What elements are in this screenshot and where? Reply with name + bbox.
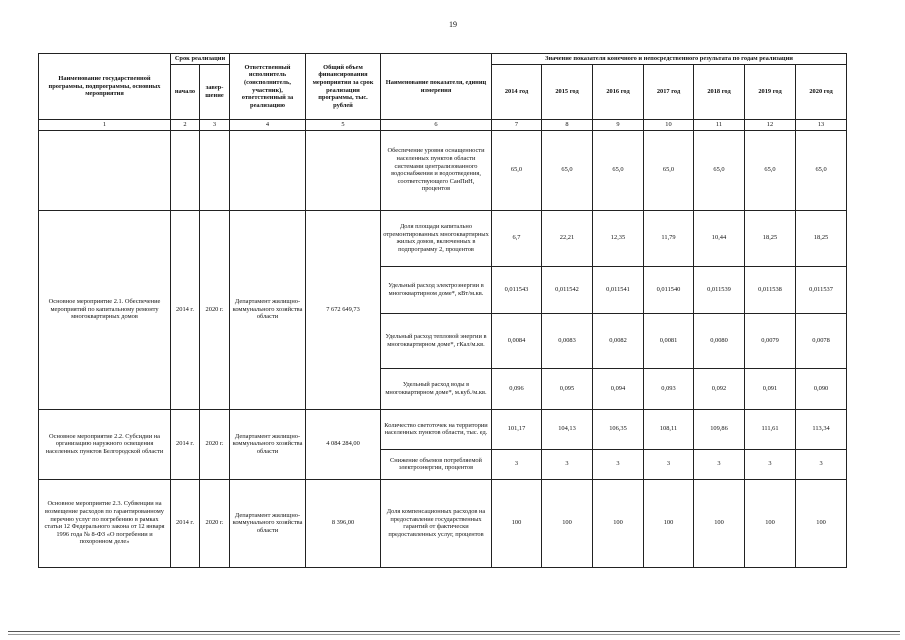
value-cell: 3 <box>796 449 847 479</box>
header-year-2014: 2014 год <box>492 65 542 120</box>
column-number: 2 <box>171 120 200 131</box>
event-end: 2020 г. <box>200 409 230 479</box>
table-row <box>39 409 847 449</box>
value-cell: 65,0 <box>796 130 847 210</box>
value-cell: 0,0080 <box>694 313 745 368</box>
indicator-name: Доля площади капитально отремонтированных многоквартирных жилых домов, включенных в подпрограмму 2, процентов <box>381 210 492 266</box>
value-cell: 11,79 <box>644 210 694 266</box>
event-start: 2014 г. <box>171 409 200 479</box>
value-cell: 0,095 <box>542 368 593 409</box>
column-number: 4 <box>230 120 306 131</box>
table-row <box>39 479 847 567</box>
value-cell: 100 <box>542 479 593 567</box>
column-number: 11 <box>694 120 745 131</box>
indicator-name: Удельный расход тепловой энергии в многоквартирном доме*, гКал/м.кв. <box>381 313 492 368</box>
value-cell: 3 <box>694 449 745 479</box>
value-cell: 0,011543 <box>492 266 542 313</box>
event-executor: Департамент жилищно-коммунального хозяйства области <box>230 210 306 409</box>
value-cell: 65,0 <box>492 130 542 210</box>
column-number: 1 <box>39 120 171 131</box>
header-values-group: Значение показателя конечного и непосредственного результата по годам реализации <box>492 54 847 65</box>
header-funding: Общий объем финансирования мероприятия за срок реализации программы, тыс. рублей <box>306 54 381 120</box>
event-executor: Департамент жилищно-коммунального хозяйства области <box>230 479 306 567</box>
column-number: 8 <box>542 120 593 131</box>
value-cell: 3 <box>542 449 593 479</box>
value-cell: 0,096 <box>492 368 542 409</box>
table-row <box>39 210 847 266</box>
header-row-top <box>39 54 847 65</box>
value-cell: 106,35 <box>593 409 644 449</box>
value-cell: 0,0084 <box>492 313 542 368</box>
header-year-2015: 2015 год <box>542 65 593 120</box>
column-number: 9 <box>593 120 644 131</box>
indicator-name: Удельный расход электроэнергии в многоквартирном доме*, кВт/м.кв. <box>381 266 492 313</box>
empty-cell <box>200 130 230 210</box>
value-cell: 0,0078 <box>796 313 847 368</box>
indicator-name: Удельный расход воды в многоквартирном доме*, м.куб./м.кв. <box>381 368 492 409</box>
value-cell: 100 <box>593 479 644 567</box>
value-cell: 3 <box>644 449 694 479</box>
page-number: 19 <box>449 20 457 29</box>
value-cell: 108,11 <box>644 409 694 449</box>
value-cell: 100 <box>796 479 847 567</box>
results-table <box>38 53 847 568</box>
value-cell: 0,011537 <box>796 266 847 313</box>
value-cell: 0,011540 <box>644 266 694 313</box>
value-cell: 3 <box>593 449 644 479</box>
empty-cell <box>171 130 200 210</box>
empty-cell <box>230 130 306 210</box>
value-cell: 18,25 <box>745 210 796 266</box>
scan-edge-line <box>8 631 900 632</box>
header-start: начало <box>171 65 200 120</box>
value-cell: 18,25 <box>796 210 847 266</box>
scan-edge-line <box>8 634 900 635</box>
event-end: 2020 г. <box>200 479 230 567</box>
value-cell: 0,093 <box>644 368 694 409</box>
indicator-name: Доля компенсационных расходов на предоставление государственных гарантий от фактически предоставленных услуг, процентов <box>381 479 492 567</box>
column-number: 5 <box>306 120 381 131</box>
value-cell: 3 <box>745 449 796 479</box>
value-cell: 0,091 <box>745 368 796 409</box>
header-year-2020: 2020 год <box>796 65 847 120</box>
indicator-name: Количество светоточек на территории населенных пунктов области, тыс. ед. <box>381 409 492 449</box>
value-cell: 101,17 <box>492 409 542 449</box>
column-number: 12 <box>745 120 796 131</box>
value-cell: 10,44 <box>694 210 745 266</box>
column-number: 6 <box>381 120 492 131</box>
value-cell: 0,011538 <box>745 266 796 313</box>
value-cell: 65,0 <box>542 130 593 210</box>
value-cell: 65,0 <box>745 130 796 210</box>
column-number: 13 <box>796 120 847 131</box>
value-cell: 100 <box>694 479 745 567</box>
value-cell: 3 <box>492 449 542 479</box>
header-year-2017: 2017 год <box>644 65 694 120</box>
column-number: 3 <box>200 120 230 131</box>
value-cell: 12,35 <box>593 210 644 266</box>
value-cell: 6,7 <box>492 210 542 266</box>
value-cell: 109,86 <box>694 409 745 449</box>
indicator-name: Обеспечение уровня оснащенности населенных пунктов области системами централизованного водоснабжения и водоотведения, соответствующего СанПиН, процентов <box>381 130 492 210</box>
value-cell: 0,090 <box>796 368 847 409</box>
event-name: Основное мероприятие 2.1. Обеспечение мероприятий по капитальному ремонту многоквартирных домов <box>39 210 171 409</box>
column-number-row <box>39 120 847 131</box>
value-cell: 65,0 <box>644 130 694 210</box>
event-funding: 4 084 284,00 <box>306 409 381 479</box>
value-cell: 65,0 <box>593 130 644 210</box>
event-end: 2020 г. <box>200 210 230 409</box>
value-cell: 111,61 <box>745 409 796 449</box>
indicator-name: Снижение объемов потребляемой электроэнергии, процентов <box>381 449 492 479</box>
value-cell: 0,0081 <box>644 313 694 368</box>
empty-cell <box>39 130 171 210</box>
value-cell: 0,011541 <box>593 266 644 313</box>
event-funding: 8 396,00 <box>306 479 381 567</box>
table-row <box>39 130 847 210</box>
column-number: 7 <box>492 120 542 131</box>
event-start: 2014 г. <box>171 479 200 567</box>
value-cell: 100 <box>745 479 796 567</box>
value-cell: 0,092 <box>694 368 745 409</box>
event-start: 2014 г. <box>171 210 200 409</box>
value-cell: 100 <box>644 479 694 567</box>
header-executor: Ответственный исполнитель (соисполнитель, участник), ответственный за реализацию <box>230 54 306 120</box>
value-cell: 0,0079 <box>745 313 796 368</box>
event-name: Основное мероприятие 2.3. Субвенции на возмещение расходов по гарантированному перечню услуг по погребению в рамках статьи 12 Федерального закона от 12 января 1996 года № 8-ФЗ «О погребении и похоронном деле» <box>39 479 171 567</box>
header-period: Срок реализации <box>171 54 230 65</box>
value-cell: 0,0083 <box>542 313 593 368</box>
header-year-2018: 2018 год <box>694 65 745 120</box>
value-cell: 113,34 <box>796 409 847 449</box>
column-number: 10 <box>644 120 694 131</box>
value-cell: 0,094 <box>593 368 644 409</box>
header-year-2019: 2019 год <box>745 65 796 120</box>
header-program-name: Наименование государственной программы, подпрограммы, основных мероприятия <box>39 54 171 120</box>
header-year-2016: 2016 год <box>593 65 644 120</box>
event-funding: 7 672 649,73 <box>306 210 381 409</box>
value-cell: 0,011542 <box>542 266 593 313</box>
event-executor: Департамент жилищно-коммунального хозяйства области <box>230 409 306 479</box>
value-cell: 0,011539 <box>694 266 745 313</box>
empty-cell <box>306 130 381 210</box>
value-cell: 100 <box>492 479 542 567</box>
value-cell: 22,21 <box>542 210 593 266</box>
header-indicator: Наименование показателя, единиц измерения <box>381 54 492 120</box>
value-cell: 104,13 <box>542 409 593 449</box>
event-name: Основное мероприятие 2.2. Субсидии на организацию наружного освещения населенных пунктов Белгородской области <box>39 409 171 479</box>
value-cell: 0,0082 <box>593 313 644 368</box>
header-end: завер-шение <box>200 65 230 120</box>
value-cell: 65,0 <box>694 130 745 210</box>
